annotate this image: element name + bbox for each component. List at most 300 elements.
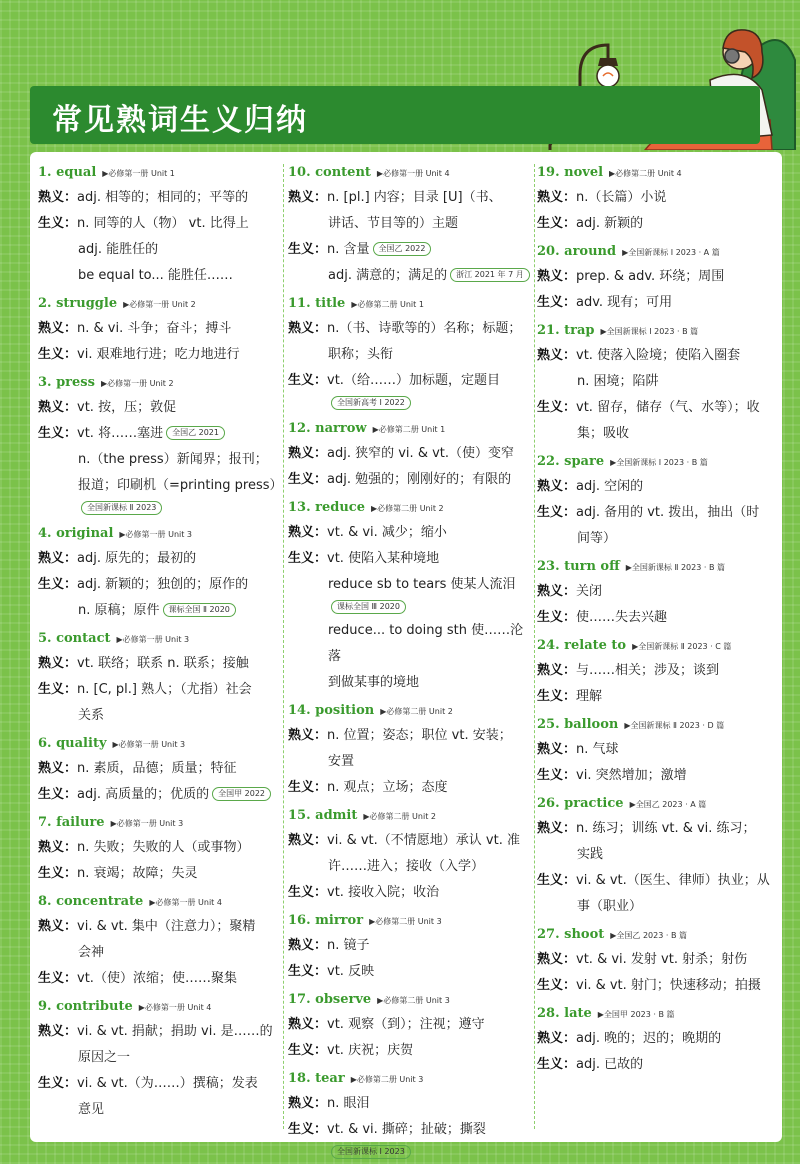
new-meaning-label: 生义： <box>288 472 328 487</box>
familiar-meaning-label: 熟义： <box>38 1024 78 1039</box>
entry-heading <box>38 160 278 185</box>
entry-heading <box>537 1001 777 1026</box>
familiar-meaning-label: 熟义： <box>38 761 78 776</box>
new-meaning-label: 生义： <box>38 787 78 802</box>
entry-source: ▶必修第二册 Unit 2 <box>371 504 444 513</box>
definition-line <box>537 737 777 763</box>
definition-text: n. 素质，品德；质量；特征 <box>77 761 237 776</box>
definition-line <box>537 973 777 999</box>
entry-heading <box>537 633 777 658</box>
definition-line <box>38 782 278 808</box>
definition-line <box>537 474 777 500</box>
familiar-meaning-label: 熟义： <box>288 190 328 205</box>
vocab-entry <box>537 1001 777 1078</box>
entry-heading <box>288 1066 533 1091</box>
definition-line <box>288 1117 533 1143</box>
column-1 <box>38 158 283 1125</box>
entry-source: ▶全国新课标 Ⅰ 2023 · B 篇 <box>600 327 699 336</box>
source-tag: 全国新高考 Ⅰ 2022 <box>331 396 411 410</box>
definition-line <box>288 1038 533 1064</box>
definition-text: 关系 <box>78 708 105 723</box>
definition-text: vi. & vt. 捐献；捐助 vi. 是……的 <box>77 1024 273 1039</box>
definition-line <box>38 263 278 289</box>
entry-word: 15. admit <box>288 808 358 823</box>
definition-text: 许……进入；接收（入学） <box>328 859 485 874</box>
definition-text: 集；吸收 <box>577 426 630 441</box>
entry-word: 27. shoot <box>537 927 605 942</box>
entry-word: 7. failure <box>38 815 105 830</box>
familiar-meaning-label: 熟义： <box>288 321 328 336</box>
definition-line <box>38 395 278 421</box>
definition-line <box>38 756 278 782</box>
definition-text: 实践 <box>577 847 604 862</box>
vocab-entry <box>537 791 777 920</box>
entry-source: ▶全国乙 2023 · B 篇 <box>610 931 687 940</box>
familiar-meaning-label: 熟义： <box>537 190 577 205</box>
definition-text: adj. 高质量的；优质的 <box>77 787 210 802</box>
source-tag: 全国新课标 Ⅰ 2023 <box>331 1145 411 1159</box>
definition-text: 原因之一 <box>78 1050 131 1065</box>
column-2 <box>288 158 533 1164</box>
vocab-entry <box>38 521 278 624</box>
vocab-entry <box>288 987 533 1064</box>
definition-text: vt. & vi. 发射 vt. 射杀；射伤 <box>576 952 748 967</box>
new-meaning-label: 生义： <box>537 216 577 231</box>
entry-word: 4. original <box>38 526 114 541</box>
definition-line <box>288 572 533 598</box>
familiar-meaning-label: 熟义： <box>38 400 78 415</box>
vocab-entry <box>537 554 777 631</box>
vocab-entry <box>38 810 278 887</box>
definition-line <box>38 473 283 499</box>
definition-text: 安置 <box>328 754 355 769</box>
entry-heading <box>537 554 777 579</box>
definition-line <box>38 1019 278 1045</box>
definition-text: vi. & vt. 集中（注意力）；聚精 <box>77 919 256 934</box>
familiar-meaning-label: 熟义： <box>288 446 328 461</box>
entry-word: 20. around <box>537 244 617 259</box>
definition-text: prep. & adv. 环绕；周围 <box>576 269 725 284</box>
new-meaning-label: 生义： <box>537 610 577 625</box>
vocab-entry <box>288 698 533 801</box>
definition-line <box>288 775 533 801</box>
definition-line <box>38 211 278 237</box>
content-panel <box>30 152 782 1156</box>
definition-line <box>38 447 278 473</box>
definition-text: n. 气球 <box>576 742 619 757</box>
header <box>0 0 800 150</box>
definition-line <box>288 749 533 775</box>
entry-heading <box>288 803 533 828</box>
definition-line <box>537 894 777 920</box>
vocab-entry <box>288 291 533 414</box>
definition-line <box>38 342 278 368</box>
definition-line <box>537 264 777 290</box>
definition-text: be equal to... 能胜任…… <box>78 268 233 283</box>
definition-text: n. 衰竭；故障；失灵 <box>77 866 198 881</box>
definition-line <box>288 880 533 906</box>
definition-line <box>537 1026 777 1052</box>
definition-text: 事（职业） <box>577 899 643 914</box>
definition-text: n.（书、诗歌等的）名称；标题； <box>327 321 522 336</box>
definition-line <box>537 763 777 789</box>
definition-line <box>288 342 533 368</box>
entry-heading <box>537 791 777 816</box>
definition-text: adj. 已故的 <box>576 1057 644 1072</box>
definition-line <box>537 842 777 868</box>
new-meaning-label: 生义： <box>537 295 577 310</box>
definition-line <box>288 237 533 263</box>
entry-heading <box>537 160 777 185</box>
definition-text: n.（the press）新闻界；报刊； <box>78 452 268 467</box>
entry-source: ▶必修第一册 Unit 3 <box>116 635 190 644</box>
definition-line <box>537 395 777 421</box>
definition-text: n. [pl.] 内容；目录 [U]（书、 <box>327 190 502 205</box>
entry-heading <box>38 370 278 395</box>
definition-line <box>537 421 777 447</box>
column-divider <box>283 164 284 1129</box>
definition-line <box>38 651 278 677</box>
definition-line <box>38 546 278 572</box>
familiar-meaning-label: 熟义： <box>537 821 577 836</box>
source-tag-line <box>288 394 533 414</box>
entry-source: ▶必修第一册 Unit 3 <box>119 530 193 539</box>
definition-text: vt. 使陷入某种境地 <box>327 551 440 566</box>
entry-heading <box>38 994 278 1019</box>
definition-text: vt. 联络；联系 n. 联系；接触 <box>77 656 249 671</box>
definition-line <box>288 959 533 985</box>
familiar-meaning-label: 熟义： <box>38 919 78 934</box>
entry-word: 8. concentrate <box>38 894 144 909</box>
familiar-meaning-label: 熟义： <box>38 321 78 336</box>
definition-text: 讲话、节目等的）主题 <box>328 216 459 231</box>
definition-line <box>288 933 533 959</box>
definition-text: n. 眼泪 <box>327 1096 370 1111</box>
familiar-meaning-label: 熟义： <box>537 952 577 967</box>
entry-word: 1. equal <box>38 165 97 180</box>
definition-text: n.（长篇）小说 <box>576 190 667 205</box>
definition-text: n. 镜子 <box>327 938 370 953</box>
entry-word: 14. position <box>288 703 375 718</box>
entry-word: 25. balloon <box>537 717 619 732</box>
entry-word: 9. contribute <box>38 999 133 1014</box>
entry-source: ▶全国新课标 Ⅰ 2023 · A 篇 <box>622 248 720 257</box>
definition-text: vt. 接收入院；收治 <box>327 885 440 900</box>
definition-line <box>537 526 777 552</box>
entry-word: 13. reduce <box>288 500 365 515</box>
familiar-meaning-label: 熟义： <box>288 938 328 953</box>
page-title: 常见熟词生义归纳 <box>52 103 308 138</box>
new-meaning-label: 生义： <box>537 978 577 993</box>
definition-line <box>288 263 533 289</box>
definition-line <box>537 290 777 316</box>
entry-word: 18. tear <box>288 1071 345 1086</box>
vocab-entry <box>38 889 278 992</box>
definition-text: adj. 空闲的 <box>576 479 644 494</box>
entry-heading <box>537 239 777 264</box>
entry-source: ▶必修第二册 Unit 3 <box>350 1075 424 1084</box>
column-divider <box>534 164 535 1129</box>
familiar-meaning-label: 熟义： <box>38 840 78 855</box>
new-meaning-label: 生义： <box>288 551 328 566</box>
definition-text: adj. 能胜任的 <box>78 242 159 257</box>
definition-line <box>288 828 533 854</box>
familiar-meaning-label: 熟义： <box>288 525 328 540</box>
definition-line <box>537 605 777 631</box>
new-meaning-label: 生义： <box>537 689 577 704</box>
familiar-meaning-label: 熟义： <box>537 1031 577 1046</box>
entry-source: ▶全国甲 2023 · B 篇 <box>597 1010 675 1019</box>
definition-line <box>537 868 777 894</box>
definition-text: n. 原稿；原件 <box>78 603 160 618</box>
entry-source: ▶必修第二册 Unit 1 <box>351 300 424 309</box>
entry-source: ▶必修第一册 Unit 4 <box>376 169 450 178</box>
source-tag: 课标全国 Ⅱ 2020 <box>163 603 236 617</box>
entry-word: 23. turn off <box>537 559 620 574</box>
vocab-entry <box>38 160 278 289</box>
definition-text: vt. 留存，储存（气、水等）；收 <box>576 400 760 415</box>
definition-line <box>537 369 777 395</box>
entry-source: ▶全国新课标 Ⅰ 2023 · B 篇 <box>610 458 708 467</box>
entry-source: ▶全国新课标 Ⅱ 2023 · B 篇 <box>625 563 725 572</box>
new-meaning-label: 生义： <box>288 1122 328 1137</box>
source-tag: 全国甲 2022 <box>212 787 271 801</box>
entry-heading <box>288 908 533 933</box>
entry-heading <box>288 495 533 520</box>
new-meaning-label: 生义： <box>38 682 78 697</box>
familiar-meaning-label: 熟义： <box>537 479 577 494</box>
definition-line <box>288 520 533 546</box>
source-tag: 浙江 2021 年 7 月 <box>450 268 530 282</box>
entry-word: 17. observe <box>288 992 372 1007</box>
definition-text: n. 含量 <box>327 242 370 257</box>
entry-source: ▶全国新课标 Ⅱ 2023 · C 篇 <box>632 642 732 651</box>
entry-heading <box>537 712 777 737</box>
familiar-meaning-label: 熟义： <box>537 584 577 599</box>
familiar-meaning-label: 熟义： <box>288 833 328 848</box>
definition-line <box>38 185 278 211</box>
definition-line <box>288 670 533 696</box>
definition-text: n. 同等的人（物） vt. 比得上 <box>77 216 249 231</box>
definition-line <box>537 343 777 369</box>
definition-line <box>288 467 533 493</box>
new-meaning-label: 生义： <box>537 768 577 783</box>
definition-text: 报道；印刷机（=printing press） <box>78 478 283 493</box>
definition-line <box>537 579 777 605</box>
definition-text: 理解 <box>576 689 603 704</box>
entry-source: ▶必修第二册 Unit 3 <box>377 996 450 1005</box>
vocab-entry <box>288 495 533 696</box>
definition-line <box>537 1052 777 1078</box>
source-tag-line <box>38 499 278 519</box>
entry-source: ▶必修第二册 Unit 4 <box>609 169 682 178</box>
vocab-entry <box>288 160 533 289</box>
source-tag: 全国乙 2022 <box>373 242 432 256</box>
definition-text: vt. 使落入险境；使陷入圈套 <box>576 348 741 363</box>
definition-text: vt. 反映 <box>327 964 375 979</box>
definition-line <box>288 854 533 880</box>
definition-text: reduce... to doing sth 使……沦落 <box>328 623 524 664</box>
new-meaning-label: 生义： <box>38 1076 78 1091</box>
entry-heading <box>288 416 533 441</box>
definition-text: n. 困境；陷阱 <box>577 374 659 389</box>
definition-text: 到做某事的境地 <box>328 675 420 690</box>
vocab-entry <box>537 318 777 447</box>
entry-word: 21. trap <box>537 323 595 338</box>
definition-line <box>38 1071 278 1097</box>
definition-text: n. 失败；失败的人（或事物） <box>77 840 250 855</box>
new-meaning-label: 生义： <box>288 242 328 257</box>
new-meaning-label: 生义： <box>38 866 78 881</box>
definition-text: vt.（给……）加标题，定题目 <box>327 373 500 388</box>
definition-text: vt. & vi. 撕碎；扯破；撕裂 <box>327 1122 486 1137</box>
definition-text: vt. 庆祝；庆贺 <box>327 1043 414 1058</box>
vocab-entry <box>38 291 278 368</box>
entry-source: ▶必修第一册 Unit 1 <box>102 169 175 178</box>
definition-line <box>38 703 278 729</box>
entry-word: 22. spare <box>537 454 605 469</box>
entry-word: 26. practice <box>537 796 624 811</box>
vocab-entry <box>537 239 777 316</box>
source-tag: 全国乙 2021 <box>166 426 225 440</box>
entry-source: ▶全国乙 2023 · A 篇 <box>629 800 707 809</box>
entry-word: 10. content <box>288 165 371 180</box>
new-meaning-label: 生义： <box>38 426 78 441</box>
definition-text: vi. 艰难地行进；吃力地进行 <box>77 347 240 362</box>
definition-text: adj. 满意的；满足的 <box>328 268 448 283</box>
definition-line <box>288 1091 533 1117</box>
definition-line <box>38 940 278 966</box>
definition-line <box>38 421 278 447</box>
entry-source: ▶必修第二册 Unit 1 <box>372 425 446 434</box>
entry-source: ▶必修第一册 Unit 3 <box>110 819 184 828</box>
familiar-meaning-label: 熟义： <box>288 1017 328 1032</box>
title-bar <box>30 86 760 144</box>
entry-word: 24. relate to <box>537 638 627 653</box>
vocab-entry <box>288 908 533 985</box>
definition-line <box>288 1012 533 1038</box>
entry-word: 6. quality <box>38 736 107 751</box>
definition-text: adj. 原先的；最初的 <box>77 551 197 566</box>
definition-line <box>38 677 278 703</box>
definition-text: vt. 将……塞进 <box>77 426 164 441</box>
vocab-entry <box>537 160 777 237</box>
definition-line <box>38 966 278 992</box>
definition-line <box>537 211 777 237</box>
source-tag: 课标全国 Ⅲ 2020 <box>331 600 406 614</box>
source-tag-line <box>288 598 533 618</box>
vocab-entry <box>38 731 278 808</box>
new-meaning-label: 生义： <box>288 780 328 795</box>
definition-line <box>38 1045 278 1071</box>
new-meaning-label: 生义： <box>537 400 577 415</box>
definition-text: 会神 <box>78 945 105 960</box>
definition-line <box>288 546 533 572</box>
entry-source: ▶必修第一册 Unit 4 <box>149 898 222 907</box>
familiar-meaning-label: 熟义： <box>537 269 577 284</box>
definition-text: 间等） <box>577 531 617 546</box>
definition-line <box>537 658 777 684</box>
definition-line <box>288 441 533 467</box>
vocab-entry <box>38 370 283 519</box>
vocab-entry <box>38 626 278 729</box>
familiar-meaning-label: 熟义： <box>537 348 577 363</box>
definition-text: adj. 相等的；相同的；平等的 <box>77 190 249 205</box>
entry-source: ▶必修第二册 Unit 2 <box>380 707 453 716</box>
entry-word: 5. contact <box>38 631 111 646</box>
familiar-meaning-label: 熟义： <box>288 728 328 743</box>
definition-line <box>288 618 533 670</box>
definition-text: vi. & vt. 射门；快速移动；拍摄 <box>576 978 761 993</box>
entry-heading <box>288 698 533 723</box>
definition-line <box>537 816 777 842</box>
source-tag: 全国新课标 Ⅱ 2023 <box>81 501 162 515</box>
entry-heading <box>38 889 278 914</box>
definition-line <box>288 723 533 749</box>
definition-text: n. 位置；姿态；职位 vt. 安装； <box>327 728 512 743</box>
vocab-entry <box>288 803 533 906</box>
vocab-entry <box>537 712 777 789</box>
definition-text: 关闭 <box>576 584 603 599</box>
definition-text: n. 练习；训练 vt. & vi. 练习； <box>576 821 756 836</box>
definition-text: vt. 按，压；敦促 <box>77 400 177 415</box>
new-meaning-label: 生义： <box>38 971 78 986</box>
definition-line <box>38 572 278 598</box>
entry-word: 28. late <box>537 1006 592 1021</box>
definition-text: 意见 <box>78 1102 105 1117</box>
vocab-entry <box>537 449 777 552</box>
new-meaning-label: 生义： <box>537 505 577 520</box>
new-meaning-label: 生义： <box>38 347 78 362</box>
definition-line <box>38 316 278 342</box>
entry-heading <box>537 449 777 474</box>
entry-heading <box>288 160 533 185</box>
definition-text: 使……失去兴趣 <box>576 610 668 625</box>
new-meaning-label: 生义： <box>537 1057 577 1072</box>
definition-line <box>537 947 777 973</box>
familiar-meaning-label: 熟义： <box>38 190 78 205</box>
familiar-meaning-label: 熟义： <box>537 663 577 678</box>
definition-text: n. 观点；立场；态度 <box>327 780 448 795</box>
definition-text: vi. 突然增加；激增 <box>576 768 687 783</box>
entry-heading <box>288 987 533 1012</box>
entry-source: ▶必修第一册 Unit 2 <box>100 379 174 388</box>
definition-line <box>38 1097 278 1123</box>
entry-heading <box>288 291 533 316</box>
definition-text: vi. & vt.（医生、律师）执业；从 <box>576 873 770 888</box>
entry-word: 19. novel <box>537 165 604 180</box>
entry-heading <box>537 922 777 947</box>
new-meaning-label: 生义： <box>537 873 577 888</box>
familiar-meaning-label: 熟义： <box>38 656 78 671</box>
vocab-entry <box>288 416 533 493</box>
definition-text: vt.（使）浓缩；使……聚集 <box>77 971 237 986</box>
new-meaning-label: 生义： <box>288 1043 328 1058</box>
new-meaning-label: 生义： <box>38 216 78 231</box>
definition-text: n. & vi. 斗争；奋斗；搏斗 <box>77 321 232 336</box>
entry-source: ▶必修第一册 Unit 4 <box>138 1003 212 1012</box>
definition-line <box>38 835 278 861</box>
definition-text: adj. 新颖的；独创的；原作的 <box>77 577 249 592</box>
definition-text: adj. 新颖的 <box>576 216 644 231</box>
familiar-meaning-label: 熟义： <box>38 551 78 566</box>
definition-text: adj. 晚的；迟的；晚期的 <box>576 1031 722 1046</box>
entry-heading <box>38 291 278 316</box>
entry-word: 11. title <box>288 296 346 311</box>
familiar-meaning-label: 熟义： <box>537 742 577 757</box>
definition-text: 与……相关；涉及；谈到 <box>576 663 720 678</box>
new-meaning-label: 生义： <box>288 964 328 979</box>
